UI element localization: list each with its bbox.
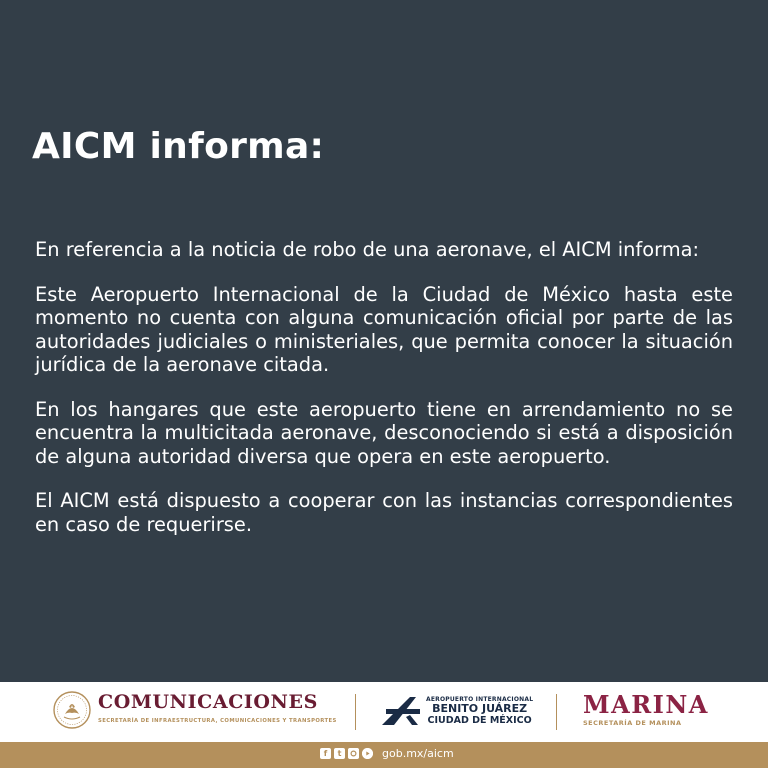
comunicaciones-title: COMUNICACIONES: [98, 691, 318, 713]
aicm-airplane-logo-icon: [380, 695, 422, 727]
aicm-line-3: CIUDAD DE MÉXICO: [427, 715, 532, 726]
aicm-line-1: AEROPUERTO INTERNACIONAL: [426, 696, 534, 703]
instagram-icon[interactable]: [348, 748, 359, 759]
aicm-line-2: BENITO JUÁREZ: [432, 702, 528, 715]
website-link[interactable]: gob.mx/aicm: [382, 747, 454, 760]
mexico-coat-of-arms-icon: [52, 690, 92, 730]
footer-divider: [355, 694, 356, 730]
paragraph-hangars: En los hangares que este aeropuerto tiene en arrendamiento no se encuentra la multicitada aeronave, desconociendo si está a disposición de alguna autoridad diversa que opera en este aeropuerto.: [35, 397, 733, 468]
facebook-icon[interactable]: f: [320, 748, 331, 759]
social-links: [320, 747, 454, 760]
paragraph-cooperation: El AICM está dispuesto a cooperar con las instancias correspondientes en caso de requerirse.: [35, 489, 733, 536]
aicm-logo: [426, 696, 533, 726]
footer-logos: [0, 682, 768, 742]
paragraph-intro: En referencia a la noticia de robo de una aeronave, el AICM informa:: [35, 238, 700, 261]
paragraph-no-communication: Este Aeropuerto Internacional de la Ciudad de México hasta este momento no cuenta con alguna comunicación oficial por parte de las autoridades judiciales o ministeriales, que permita conocer la situación jurídica de la aeronave citada.: [35, 282, 733, 376]
marina-subtitle: SECRETARÍA DE MARINA: [583, 719, 682, 727]
footer-divider: [556, 694, 557, 730]
marina-logo: [583, 690, 709, 727]
twitter-icon[interactable]: t: [334, 748, 345, 759]
social-bar: [0, 742, 768, 768]
announcement-body: [35, 238, 733, 557]
marina-title: MARINA: [583, 690, 709, 719]
comunicaciones-logo: [98, 690, 337, 724]
youtube-icon[interactable]: [362, 748, 373, 759]
page-title: AICM informa:: [32, 126, 325, 167]
comunicaciones-subtitle: SECRETARÍA DE INFRAESTRUCTURA, COMUNICACIONES Y TRANSPORTES: [98, 718, 337, 724]
